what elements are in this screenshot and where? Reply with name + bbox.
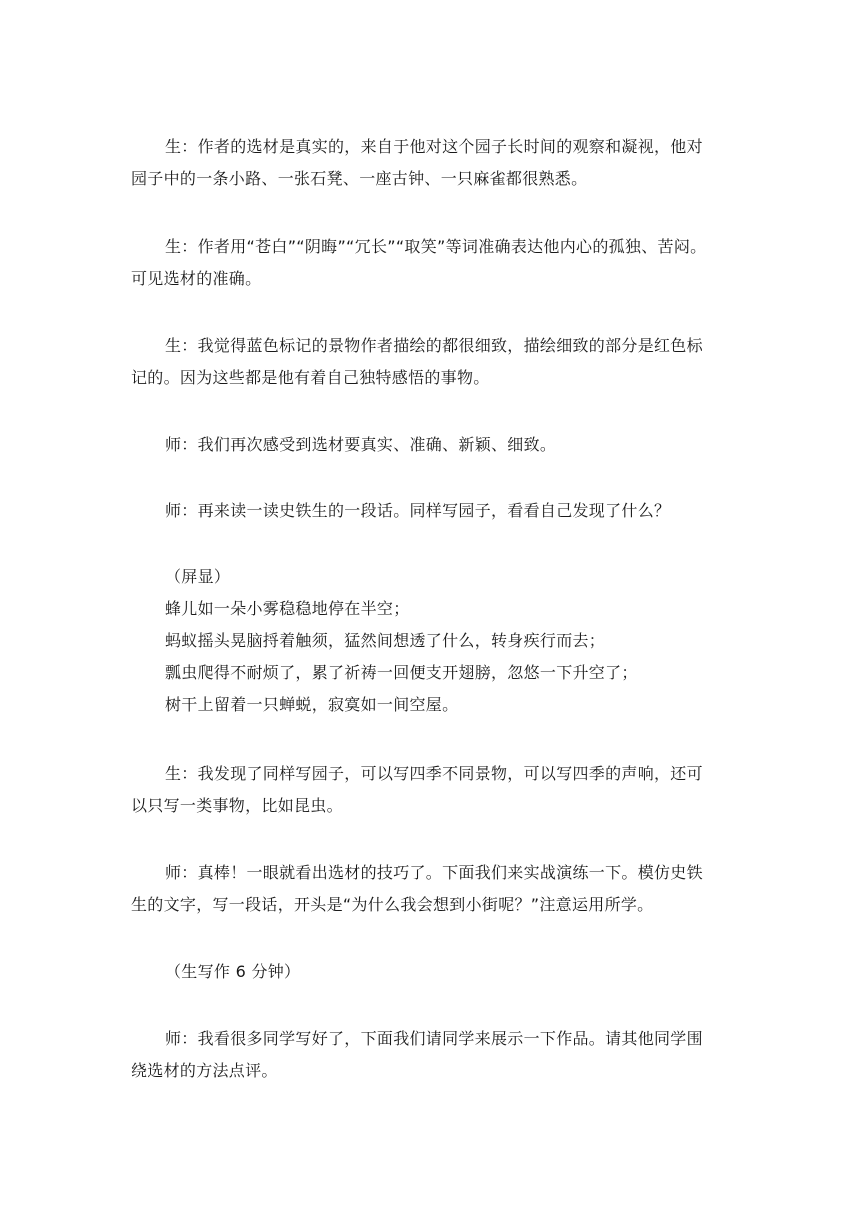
screen-display-line: 蚂蚁摇头晃脑捋着触须，猛然间想透了什么，转身疾行而去； bbox=[165, 631, 606, 650]
screen-display-line: 树干上留着一只蝉蜕，寂寞如一间空屋。 bbox=[165, 695, 459, 714]
paragraph-line: 师：再来读一读史铁生的一段话。同样写园子，看看自己发现了什么？ bbox=[165, 501, 671, 520]
paragraph-line: 生：作者的选材是真实的，来自于他对这个园子长时间的观察和凝视，他对 bbox=[165, 137, 703, 156]
paragraph-student-3 bbox=[131, 330, 741, 394]
paragraph-line: 可见选材的准确。 bbox=[131, 269, 262, 288]
paragraph-line: 绕选材的方法点评。 bbox=[131, 1061, 278, 1080]
paragraph-line: 生的文字，写一段话，开头是“为什么我会想到小街呢？”注意运用所学。 bbox=[131, 895, 654, 914]
screen-display-line: 瓢虫爬得不耐烦了，累了祈祷一回便支开翅膀，忽悠一下升空了； bbox=[165, 663, 638, 682]
screen-display-block bbox=[165, 561, 765, 721]
paragraph-teacher-3 bbox=[131, 857, 741, 921]
paragraph-student-1 bbox=[131, 131, 741, 195]
paragraph-student-4 bbox=[131, 758, 741, 822]
paragraph-teacher-2 bbox=[131, 495, 741, 527]
paragraph-line: 师：我看很多同学写好了，下面我们请同学来展示一下作品。请其他同学围 bbox=[165, 1029, 703, 1048]
paragraph-line: 园子中的一条小路、一张石凳、一座古钟、一只麻雀都很熟悉。 bbox=[131, 169, 588, 188]
paragraph-student-2 bbox=[131, 231, 741, 295]
paragraph-line: 师：真棒！一眼就看出选材的技巧了。下面我们来实战演练一下。模仿史铁 bbox=[165, 863, 703, 882]
paragraph-line: （生写作 6 分钟） bbox=[165, 962, 301, 981]
screen-display-line: 蜂儿如一朵小雾稳稳地停在半空； bbox=[165, 599, 410, 618]
paragraph-line: 以只写一类事物，比如昆虫。 bbox=[131, 796, 343, 815]
paragraph-teacher-4 bbox=[131, 1023, 741, 1087]
paragraph-line: 生：我觉得蓝色标记的景物作者描绘的都很细致，描绘细致的部分是红色标 bbox=[165, 336, 703, 355]
paragraph-teacher-1 bbox=[131, 429, 741, 461]
paragraph-writing-note bbox=[131, 956, 741, 988]
paragraph-line: 生：我发现了同样写园子，可以写四季不同景物，可以写四季的声响，还可 bbox=[165, 764, 703, 783]
paragraph-line: 生：作者用“苍白”“阴晦”“冗长”“取笑”等词准确表达他内心的孤独、苦闷。 bbox=[165, 237, 707, 256]
paragraph-line: 师：我们再次感受到选材要真实、准确、新颖、细致。 bbox=[165, 435, 557, 454]
paragraph-line: 记的。因为这些都是他有着自己独特感悟的事物。 bbox=[131, 368, 490, 387]
screen-display-label: （屏显） bbox=[165, 567, 231, 586]
